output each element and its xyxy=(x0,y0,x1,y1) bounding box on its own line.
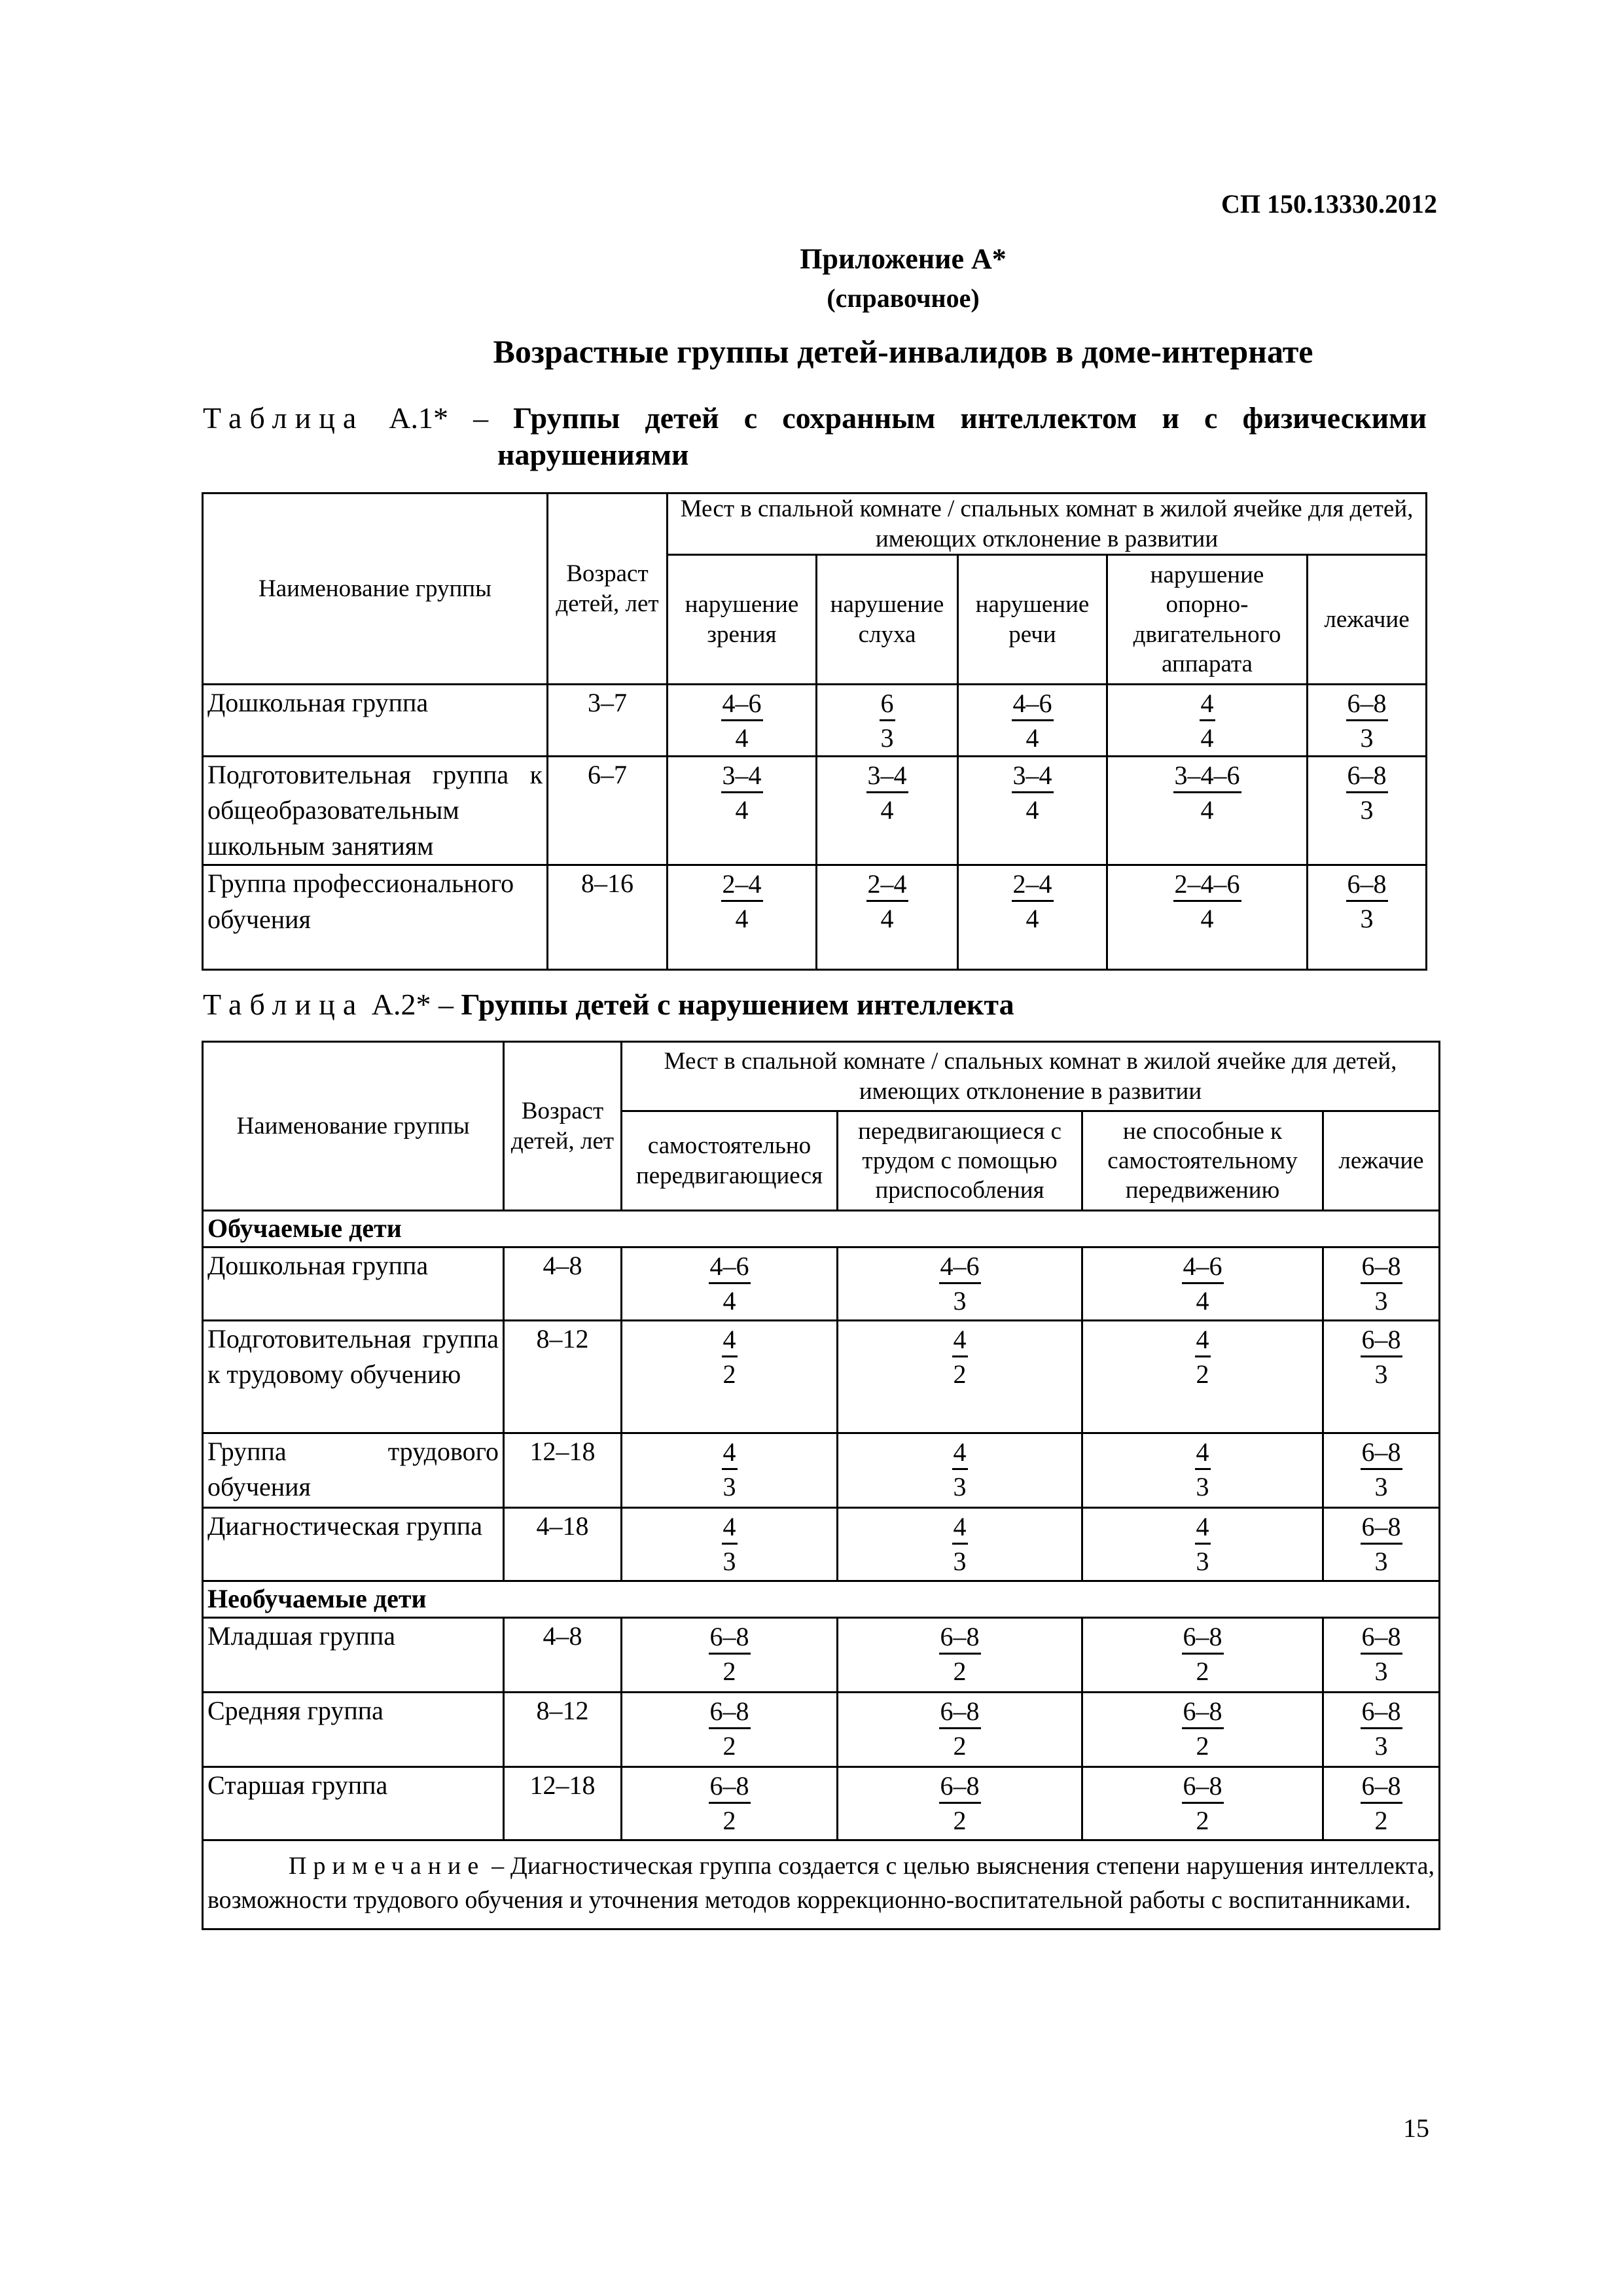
fraction-numerator: 2–4 xyxy=(866,869,908,902)
table-cell xyxy=(838,1693,1082,1767)
table-cell xyxy=(1082,1433,1323,1508)
table-cell xyxy=(1323,1433,1440,1508)
fraction xyxy=(866,869,908,936)
age-cell: 12–18 xyxy=(504,1767,622,1840)
fraction-numerator: 6–8 xyxy=(1361,1324,1402,1357)
fraction xyxy=(722,1437,738,1504)
group-name-cell: Старшая группа xyxy=(203,1767,504,1840)
table-cell xyxy=(1082,1508,1323,1581)
fraction-denominator: 4 xyxy=(1026,723,1039,753)
fraction-numerator: 6–8 xyxy=(1182,1770,1224,1804)
table-cell xyxy=(838,1508,1082,1581)
fraction-denominator: 3 xyxy=(1374,1547,1388,1576)
fraction xyxy=(1361,1437,1402,1504)
fraction xyxy=(1182,1696,1224,1763)
table-cell xyxy=(838,1247,1082,1321)
table-cell xyxy=(668,757,817,865)
table-cell xyxy=(1082,1693,1323,1767)
table-cell xyxy=(668,865,817,970)
table1-caption-title: Группы детей с сохранным интеллектом и с физическими xyxy=(513,401,1427,435)
table-cell xyxy=(1323,1247,1440,1321)
fraction-numerator: 4–6 xyxy=(709,1251,751,1284)
table-cell xyxy=(1308,757,1427,865)
group-name-cell: Группа трудового обучения xyxy=(203,1433,504,1508)
fraction xyxy=(709,1770,751,1838)
table-cell xyxy=(622,1693,838,1767)
fraction-denominator: 2 xyxy=(722,1657,736,1686)
fraction xyxy=(952,1437,968,1504)
fraction xyxy=(1195,1437,1211,1504)
fraction-numerator: 6–8 xyxy=(1346,688,1388,721)
column-header-sub: самостоятельно передвигающиеся xyxy=(622,1111,838,1211)
table-cell xyxy=(1323,1767,1440,1840)
fraction xyxy=(939,1696,981,1763)
table-cell xyxy=(817,757,958,865)
column-header-age: Возраст детей, лет xyxy=(548,493,668,685)
fraction-denominator: 2 xyxy=(1196,1359,1209,1389)
fraction-numerator: 3–4 xyxy=(721,760,763,793)
fraction-numerator: 6–8 xyxy=(1182,1621,1224,1655)
fraction-numerator: 6–8 xyxy=(939,1621,981,1655)
fraction-numerator: 6 xyxy=(880,688,895,721)
fraction-denominator: 2 xyxy=(953,1359,967,1389)
fraction-numerator: 4 xyxy=(1200,688,1215,721)
fraction-numerator: 2–4–6 xyxy=(1173,869,1241,902)
fraction-numerator: 6–8 xyxy=(1361,1696,1402,1729)
fraction-numerator: 4 xyxy=(1195,1324,1211,1357)
fraction-denominator: 2 xyxy=(1374,1806,1388,1835)
column-header-sub: нарушение речи xyxy=(958,555,1107,685)
column-header-sub: нарушение опорно-двигательного аппарата xyxy=(1107,555,1308,685)
fraction-denominator: 3 xyxy=(1196,1472,1209,1501)
fraction-denominator: 3 xyxy=(1360,904,1374,934)
fraction-denominator: 4 xyxy=(722,1286,736,1316)
fraction-denominator: 3 xyxy=(722,1472,736,1501)
column-header-places: Мест в спальной комнате / спальных комнат в жилой ячейке для детей, имеющих отклонение в развитии xyxy=(622,1042,1440,1111)
fraction-numerator: 3–4 xyxy=(1012,760,1054,793)
column-header-sub: передвигающиеся с трудом с помощью приспособления xyxy=(838,1111,1082,1211)
table-cell xyxy=(622,1618,838,1693)
fraction-denominator: 3 xyxy=(1196,1547,1209,1576)
fraction-numerator: 4 xyxy=(952,1511,968,1545)
fraction xyxy=(722,1511,738,1579)
fraction-denominator: 2 xyxy=(722,1806,736,1835)
fraction xyxy=(1182,1621,1224,1689)
fraction-numerator: 4–6 xyxy=(1012,688,1054,721)
table-cell xyxy=(622,1247,838,1321)
fraction-numerator: 6–8 xyxy=(1361,1770,1402,1804)
fraction-denominator: 4 xyxy=(1196,1286,1209,1316)
fraction-denominator: 4 xyxy=(735,795,749,825)
column-header-places: Мест в спальной комнате / спальных комнат в жилой ячейке для детей, имеющих отклонение в развитии xyxy=(668,493,1427,555)
table-row xyxy=(203,685,1427,757)
fraction-numerator: 6–8 xyxy=(939,1770,981,1804)
table-cell xyxy=(622,1508,838,1581)
table-cell xyxy=(838,1321,1082,1433)
age-cell: 6–7 xyxy=(548,757,668,865)
fraction-numerator: 6–8 xyxy=(1346,760,1388,793)
table-a1 xyxy=(202,492,1427,971)
fraction-numerator: 6–8 xyxy=(1361,1437,1402,1470)
fraction-denominator: 2 xyxy=(953,1731,967,1761)
fraction-denominator: 2 xyxy=(1196,1657,1209,1686)
fraction-denominator: 4 xyxy=(735,904,749,934)
table-cell xyxy=(1308,685,1427,757)
fraction xyxy=(1361,1770,1402,1838)
fraction xyxy=(1182,1251,1224,1318)
age-cell: 3–7 xyxy=(548,685,668,757)
table-row xyxy=(203,1433,1440,1508)
fraction-numerator: 6–8 xyxy=(1361,1511,1402,1545)
column-header-sub: нарушение зрения xyxy=(668,555,817,685)
table-cell xyxy=(838,1618,1082,1693)
appendix-kind: (справочное) xyxy=(827,283,980,313)
fraction-denominator: 4 xyxy=(1200,723,1214,753)
document-code: СП 150.13330.2012 xyxy=(1221,189,1437,219)
table-row xyxy=(203,1767,1440,1840)
table-cell xyxy=(958,685,1107,757)
table-cell xyxy=(1323,1508,1440,1581)
table-a2 xyxy=(202,1041,1440,1930)
table-row xyxy=(203,865,1427,970)
fraction-numerator: 4 xyxy=(952,1437,968,1470)
fraction-numerator: 4–6 xyxy=(1182,1251,1224,1284)
fraction-numerator: 4 xyxy=(722,1511,738,1545)
column-header-sub: лежачие xyxy=(1323,1111,1440,1211)
fraction-numerator: 6–8 xyxy=(1182,1696,1224,1729)
fraction xyxy=(880,688,895,755)
table-cell xyxy=(1323,1321,1440,1433)
table-cell xyxy=(1308,865,1427,970)
fraction-denominator: 2 xyxy=(953,1806,967,1835)
fraction-denominator: 4 xyxy=(1026,904,1039,934)
group-name-cell: Средняя группа xyxy=(203,1693,504,1767)
fraction xyxy=(709,1251,751,1318)
table-row xyxy=(203,1508,1440,1581)
column-header-age: Возраст детей, лет xyxy=(504,1042,622,1211)
table-cell xyxy=(1082,1618,1323,1693)
table1-caption-number: А.1* – xyxy=(364,401,489,435)
column-header-name: Наименование группы xyxy=(203,1042,504,1211)
fraction-denominator: 3 xyxy=(1360,723,1374,753)
fraction-denominator: 4 xyxy=(1200,904,1214,934)
fraction-denominator: 3 xyxy=(1374,1657,1388,1686)
fraction-numerator: 4 xyxy=(722,1437,738,1470)
fraction-denominator: 3 xyxy=(1360,795,1374,825)
fraction-denominator: 3 xyxy=(953,1547,967,1576)
age-cell: 12–18 xyxy=(504,1433,622,1508)
fraction xyxy=(1346,760,1388,827)
fraction xyxy=(939,1770,981,1838)
fraction-denominator: 3 xyxy=(1374,1359,1388,1389)
age-cell: 4–8 xyxy=(504,1247,622,1321)
fraction xyxy=(1012,869,1054,936)
fraction-numerator: 6–8 xyxy=(709,1696,751,1729)
table2-caption-prefix: Таблица xyxy=(203,988,365,1021)
page-number: 15 xyxy=(1403,2113,1429,2143)
table-cell xyxy=(958,865,1107,970)
fraction xyxy=(1173,760,1241,827)
table-row xyxy=(203,1321,1440,1433)
fraction xyxy=(866,760,908,827)
column-header-sub: нарушение слуха xyxy=(817,555,958,685)
fraction xyxy=(1173,869,1241,936)
group-name-cell: Подготовительная группа к общеобразовательным школьным занятиям xyxy=(203,757,548,865)
table-cell xyxy=(668,685,817,757)
table2-caption xyxy=(203,987,1014,1022)
table-note xyxy=(203,1840,1440,1929)
group-name-cell: Младшая группа xyxy=(203,1618,504,1693)
fraction-numerator: 3–4–6 xyxy=(1173,760,1241,793)
column-header-name: Наименование группы xyxy=(203,493,548,685)
fraction-denominator: 3 xyxy=(1374,1731,1388,1761)
fraction xyxy=(952,1511,968,1579)
fraction xyxy=(1200,688,1215,755)
age-cell: 4–18 xyxy=(504,1508,622,1581)
fraction xyxy=(1195,1324,1211,1391)
column-header-sub: не способные к самостоятельному передвижению xyxy=(1082,1111,1323,1211)
table-cell xyxy=(1082,1321,1323,1433)
fraction-denominator: 4 xyxy=(735,723,749,753)
fraction xyxy=(1346,869,1388,936)
fraction-denominator: 4 xyxy=(1200,795,1214,825)
fraction xyxy=(1012,688,1054,755)
fraction-numerator: 4–6 xyxy=(939,1251,981,1284)
fraction xyxy=(709,1696,751,1763)
table-cell xyxy=(1323,1693,1440,1767)
fraction-denominator: 3 xyxy=(722,1547,736,1576)
section-row xyxy=(203,1581,1440,1618)
fraction-numerator: 4 xyxy=(1195,1437,1211,1470)
note-row xyxy=(203,1840,1440,1929)
appendix-title: Приложение А* xyxy=(800,243,1007,275)
table1-caption-prefix: Таблица xyxy=(203,401,365,435)
table1-caption-title-2: нарушениями xyxy=(497,438,689,471)
table-cell xyxy=(622,1767,838,1840)
table-cell xyxy=(838,1767,1082,1840)
section-heading: Обучаемые дети xyxy=(203,1211,1440,1247)
group-name-cell: Дошкольная группа xyxy=(203,1247,504,1321)
table-cell xyxy=(817,685,958,757)
fraction-numerator: 6–8 xyxy=(939,1696,981,1729)
fraction-numerator: 6–8 xyxy=(709,1621,751,1655)
column-header-sub: лежачие xyxy=(1308,555,1427,685)
fraction xyxy=(1346,688,1388,755)
table1-caption xyxy=(203,401,1427,435)
fraction-denominator: 2 xyxy=(953,1657,967,1686)
fraction-numerator: 2–4 xyxy=(721,869,763,902)
fraction-denominator: 3 xyxy=(880,723,894,753)
fraction xyxy=(939,1621,981,1689)
fraction-numerator: 6–8 xyxy=(1346,869,1388,902)
table-row xyxy=(203,1618,1440,1693)
fraction-denominator: 3 xyxy=(953,1472,967,1501)
fraction-denominator: 4 xyxy=(880,795,894,825)
section-row xyxy=(203,1211,1440,1247)
table-cell xyxy=(1107,757,1308,865)
table-cell xyxy=(622,1321,838,1433)
table-row xyxy=(203,1693,1440,1767)
fraction xyxy=(722,1324,738,1391)
fraction-numerator: 3–4 xyxy=(866,760,908,793)
group-name-cell: Подготовительная группа к трудовому обучению xyxy=(203,1321,504,1433)
fraction-denominator: 2 xyxy=(1196,1731,1209,1761)
page-title: Возрастные группы детей-инвалидов в доме-интернате xyxy=(493,333,1313,370)
fraction xyxy=(1361,1696,1402,1763)
fraction xyxy=(1195,1511,1211,1579)
group-name-cell: Группа профессионального обучения xyxy=(203,865,548,970)
section-heading: Необучаемые дети xyxy=(203,1581,1440,1618)
fraction xyxy=(1182,1770,1224,1838)
fraction-numerator: 6–8 xyxy=(709,1770,751,1804)
table2-caption-number: А.2* – xyxy=(364,988,454,1021)
fraction-numerator: 6–8 xyxy=(1361,1621,1402,1655)
fraction-denominator: 3 xyxy=(1374,1286,1388,1316)
fraction-numerator: 4 xyxy=(952,1324,968,1357)
fraction xyxy=(1361,1324,1402,1391)
age-cell: 4–8 xyxy=(504,1618,622,1693)
table-cell xyxy=(838,1433,1082,1508)
age-cell: 8–12 xyxy=(504,1321,622,1433)
fraction xyxy=(1361,1621,1402,1689)
age-cell: 8–12 xyxy=(504,1693,622,1767)
table-cell xyxy=(1107,685,1308,757)
fraction-denominator: 4 xyxy=(1026,795,1039,825)
fraction xyxy=(1361,1511,1402,1579)
table-cell xyxy=(1082,1247,1323,1321)
fraction-denominator: 2 xyxy=(1196,1806,1209,1835)
fraction-numerator: 4–6 xyxy=(721,688,763,721)
fraction xyxy=(939,1251,981,1318)
table-cell xyxy=(1107,865,1308,970)
table-row xyxy=(203,1247,1440,1321)
group-name-cell: Диагностическая группа xyxy=(203,1508,504,1581)
table2-caption-title: Группы детей с нарушением интеллекта xyxy=(461,988,1014,1021)
fraction-denominator: 3 xyxy=(1374,1472,1388,1501)
age-cell: 8–16 xyxy=(548,865,668,970)
table-cell xyxy=(817,865,958,970)
fraction xyxy=(721,688,763,755)
table-cell xyxy=(958,757,1107,865)
fraction xyxy=(721,760,763,827)
note-text: – Диагностическая группа создается с целью выяснения степени нарушения интеллекта, возможности трудового обучения и уточнения методов коррекционно-воспитательной работы с воспитанниками. xyxy=(207,1852,1435,1914)
fraction xyxy=(952,1324,968,1391)
fraction xyxy=(1012,760,1054,827)
fraction xyxy=(1361,1251,1402,1318)
fraction-denominator: 2 xyxy=(722,1359,736,1389)
fraction-numerator: 4 xyxy=(722,1324,738,1357)
fraction-denominator: 4 xyxy=(880,904,894,934)
fraction-denominator: 3 xyxy=(953,1286,967,1316)
group-name-cell: Дошкольная группа xyxy=(203,685,548,757)
fraction-numerator: 6–8 xyxy=(1361,1251,1402,1284)
table-row xyxy=(203,757,1427,865)
fraction-numerator: 4 xyxy=(1195,1511,1211,1545)
table-cell xyxy=(1082,1767,1323,1840)
fraction xyxy=(709,1621,751,1689)
fraction-denominator: 2 xyxy=(722,1731,736,1761)
fraction xyxy=(721,869,763,936)
fraction-numerator: 2–4 xyxy=(1012,869,1054,902)
table-cell xyxy=(622,1433,838,1508)
table-cell xyxy=(1323,1618,1440,1693)
note-label: Примечание xyxy=(289,1852,486,1880)
